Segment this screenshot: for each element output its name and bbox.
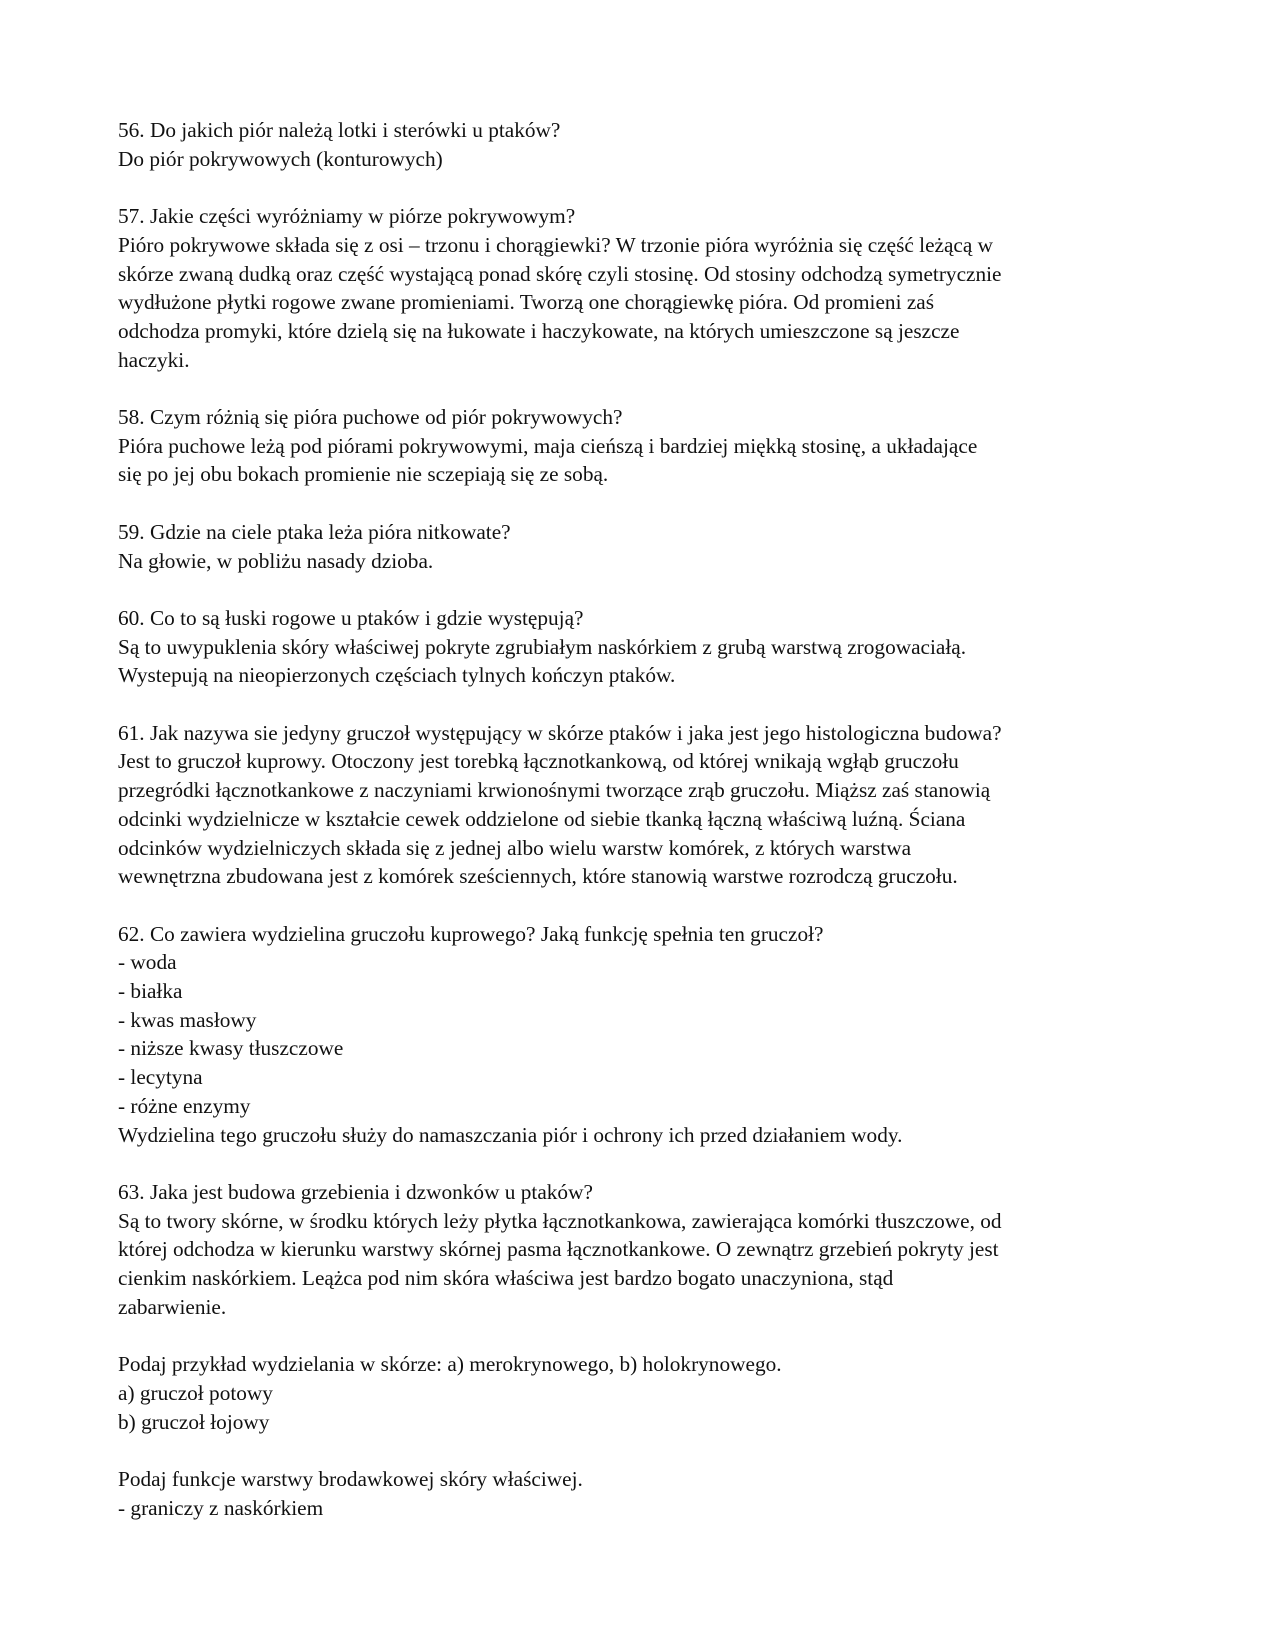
- answer-line: - białka: [118, 979, 183, 1003]
- qa-56: [118, 116, 1178, 173]
- answer-line: której odchodza w kierunku warstwy skórnej pasma łącznotkankowe. O zewnątrz grzebień pokryty jest: [118, 1237, 999, 1262]
- question-text: 62. Co zawiera wydzielina gruczołu kuprowego? Jaką funkcję spełnia ten gruczoł?: [118, 921, 824, 946]
- answer-line: haczyki.: [118, 347, 190, 372]
- document-page: [118, 116, 1178, 1551]
- answer-line: Do piór pokrywowych (konturowych): [118, 146, 443, 171]
- qa-secretion: [118, 1350, 1178, 1436]
- question-text: 57. Jakie części wyróżniamy w piórze pokrywowym?: [118, 204, 576, 229]
- answer-line: Pióra puchowe leżą pod piórami pokrywowymi, maja cieńszą i bardziej miękką stosinę, a układające: [118, 433, 978, 458]
- answer-line: skórze zwaną dudką oraz część wystającą ponad skórę czyli stosinę. Od stosiny odchodzą symetrycznie: [118, 261, 1002, 286]
- answer-line: - lecytyna: [118, 1065, 203, 1090]
- question-text: 59. Gdzie na ciele ptaka leża pióra nitkowate?: [118, 519, 511, 544]
- answer-line: odcinki wydzielnicze w kształcie cewek oddzielone od siebie tkanką łączną właściwą luźną. Ściana: [118, 806, 966, 831]
- question-text: 58. Czym różnią się pióra puchowe od piór pokrywowych?: [118, 405, 623, 429]
- question-text: 60. Co to są łuski rogowe u ptaków i gdzie występują?: [118, 605, 584, 630]
- qa-62: [118, 920, 1178, 1150]
- question-text: 61. Jak nazywa sie jedyny gruczoł występujący w skórze ptaków i jaka jest jego histologiczna budowa?: [118, 720, 1002, 745]
- answer-line: - kwas masłowy: [118, 1007, 257, 1032]
- qa-57: [118, 202, 1178, 374]
- answer-line: Wydzielina tego gruczołu służy do namaszczania piór i ochrony ich przed działaniem wody.: [118, 1122, 903, 1147]
- answer-line: - woda: [118, 950, 177, 975]
- answer-line: Jest to gruczoł kuprowy. Otoczony jest torebką łącznotkankową, od której wnikają wgłąb gruczołu: [118, 749, 959, 774]
- answer-line: zabarwienie.: [118, 1294, 227, 1319]
- question-text: 56. Do jakich piór należą lotki i sterówki u ptaków?: [118, 118, 561, 142]
- question-text: Podaj przykład wydzielania w skórze: a) merokrynowego, b) holokrynowego.: [118, 1352, 782, 1377]
- answer-line: wewnętrzna zbudowana jest z komórek sześciennych, które stanowią warstwe rozrodczą gruczołu.: [118, 864, 958, 889]
- answer-line: się po jej obu bokach promienie nie sczepiają się ze sobą.: [118, 462, 609, 487]
- answer-line: wydłużone płytki rogowe zwane promieniami. Tworzą one chorągiewkę pióra. Od promieni zaś: [118, 290, 935, 315]
- answer-line: - różne enzymy: [118, 1093, 251, 1118]
- answer-line: Są to uwypuklenia skóry właściwej pokryte zgrubiałym naskórkiem z grubą warstwą zrogowaciałą.: [118, 634, 967, 659]
- answer-line: cienkim naskórkiem. Leążca pod nim skóra właściwa jest bardzo bogato unaczyniona, stąd: [118, 1266, 894, 1291]
- answer-line: b) gruczoł łojowy: [118, 1409, 270, 1434]
- qa-papillary-layer: [118, 1465, 1178, 1522]
- qa-59: [118, 518, 1178, 575]
- answer-line: - graniczy z naskórkiem: [118, 1495, 324, 1520]
- answer-line: Pióro pokrywowe składa się z osi – trzonu i chorągiewki? W trzonie pióra wyróżnia się część leżącą w: [118, 232, 994, 257]
- answer-line: Na głowie, w pobliżu nasady dzioba.: [118, 548, 434, 573]
- qa-60: [118, 604, 1178, 690]
- answer-line: - niższe kwasy tłuszczowe: [118, 1036, 344, 1061]
- answer-line: Są to twory skórne, w środku których leży płytka łącznotkankowa, zawierająca komórki tłuszczowe, od: [118, 1208, 1002, 1233]
- qa-63: [118, 1178, 1178, 1322]
- question-text: 63. Jaka jest budowa grzebienia i dzwonków u ptaków?: [118, 1179, 593, 1204]
- answer-line: odcinków wydzielniczych składa się z jednej albo wielu warstw komórek, z których warstwa: [118, 835, 912, 860]
- question-text: Podaj funkcje warstwy brodawkowej skóry właściwej.: [118, 1466, 583, 1491]
- qa-61: [118, 719, 1178, 891]
- answer-line: Wystepują na nieopierzonych częściach tylnych kończyn ptaków.: [118, 663, 676, 688]
- answer-line: przegródki łącznotkankowe z naczyniami krwionośnymi tworzące zrąb gruczołu. Miąższ zaś stanowią: [118, 778, 991, 803]
- qa-58: [118, 403, 1178, 489]
- answer-line: odchodza promyki, które dzielą się na łukowate i haczykowate, na których umieszczone są jeszcze: [118, 318, 960, 343]
- answer-line: a) gruczoł potowy: [118, 1380, 273, 1405]
